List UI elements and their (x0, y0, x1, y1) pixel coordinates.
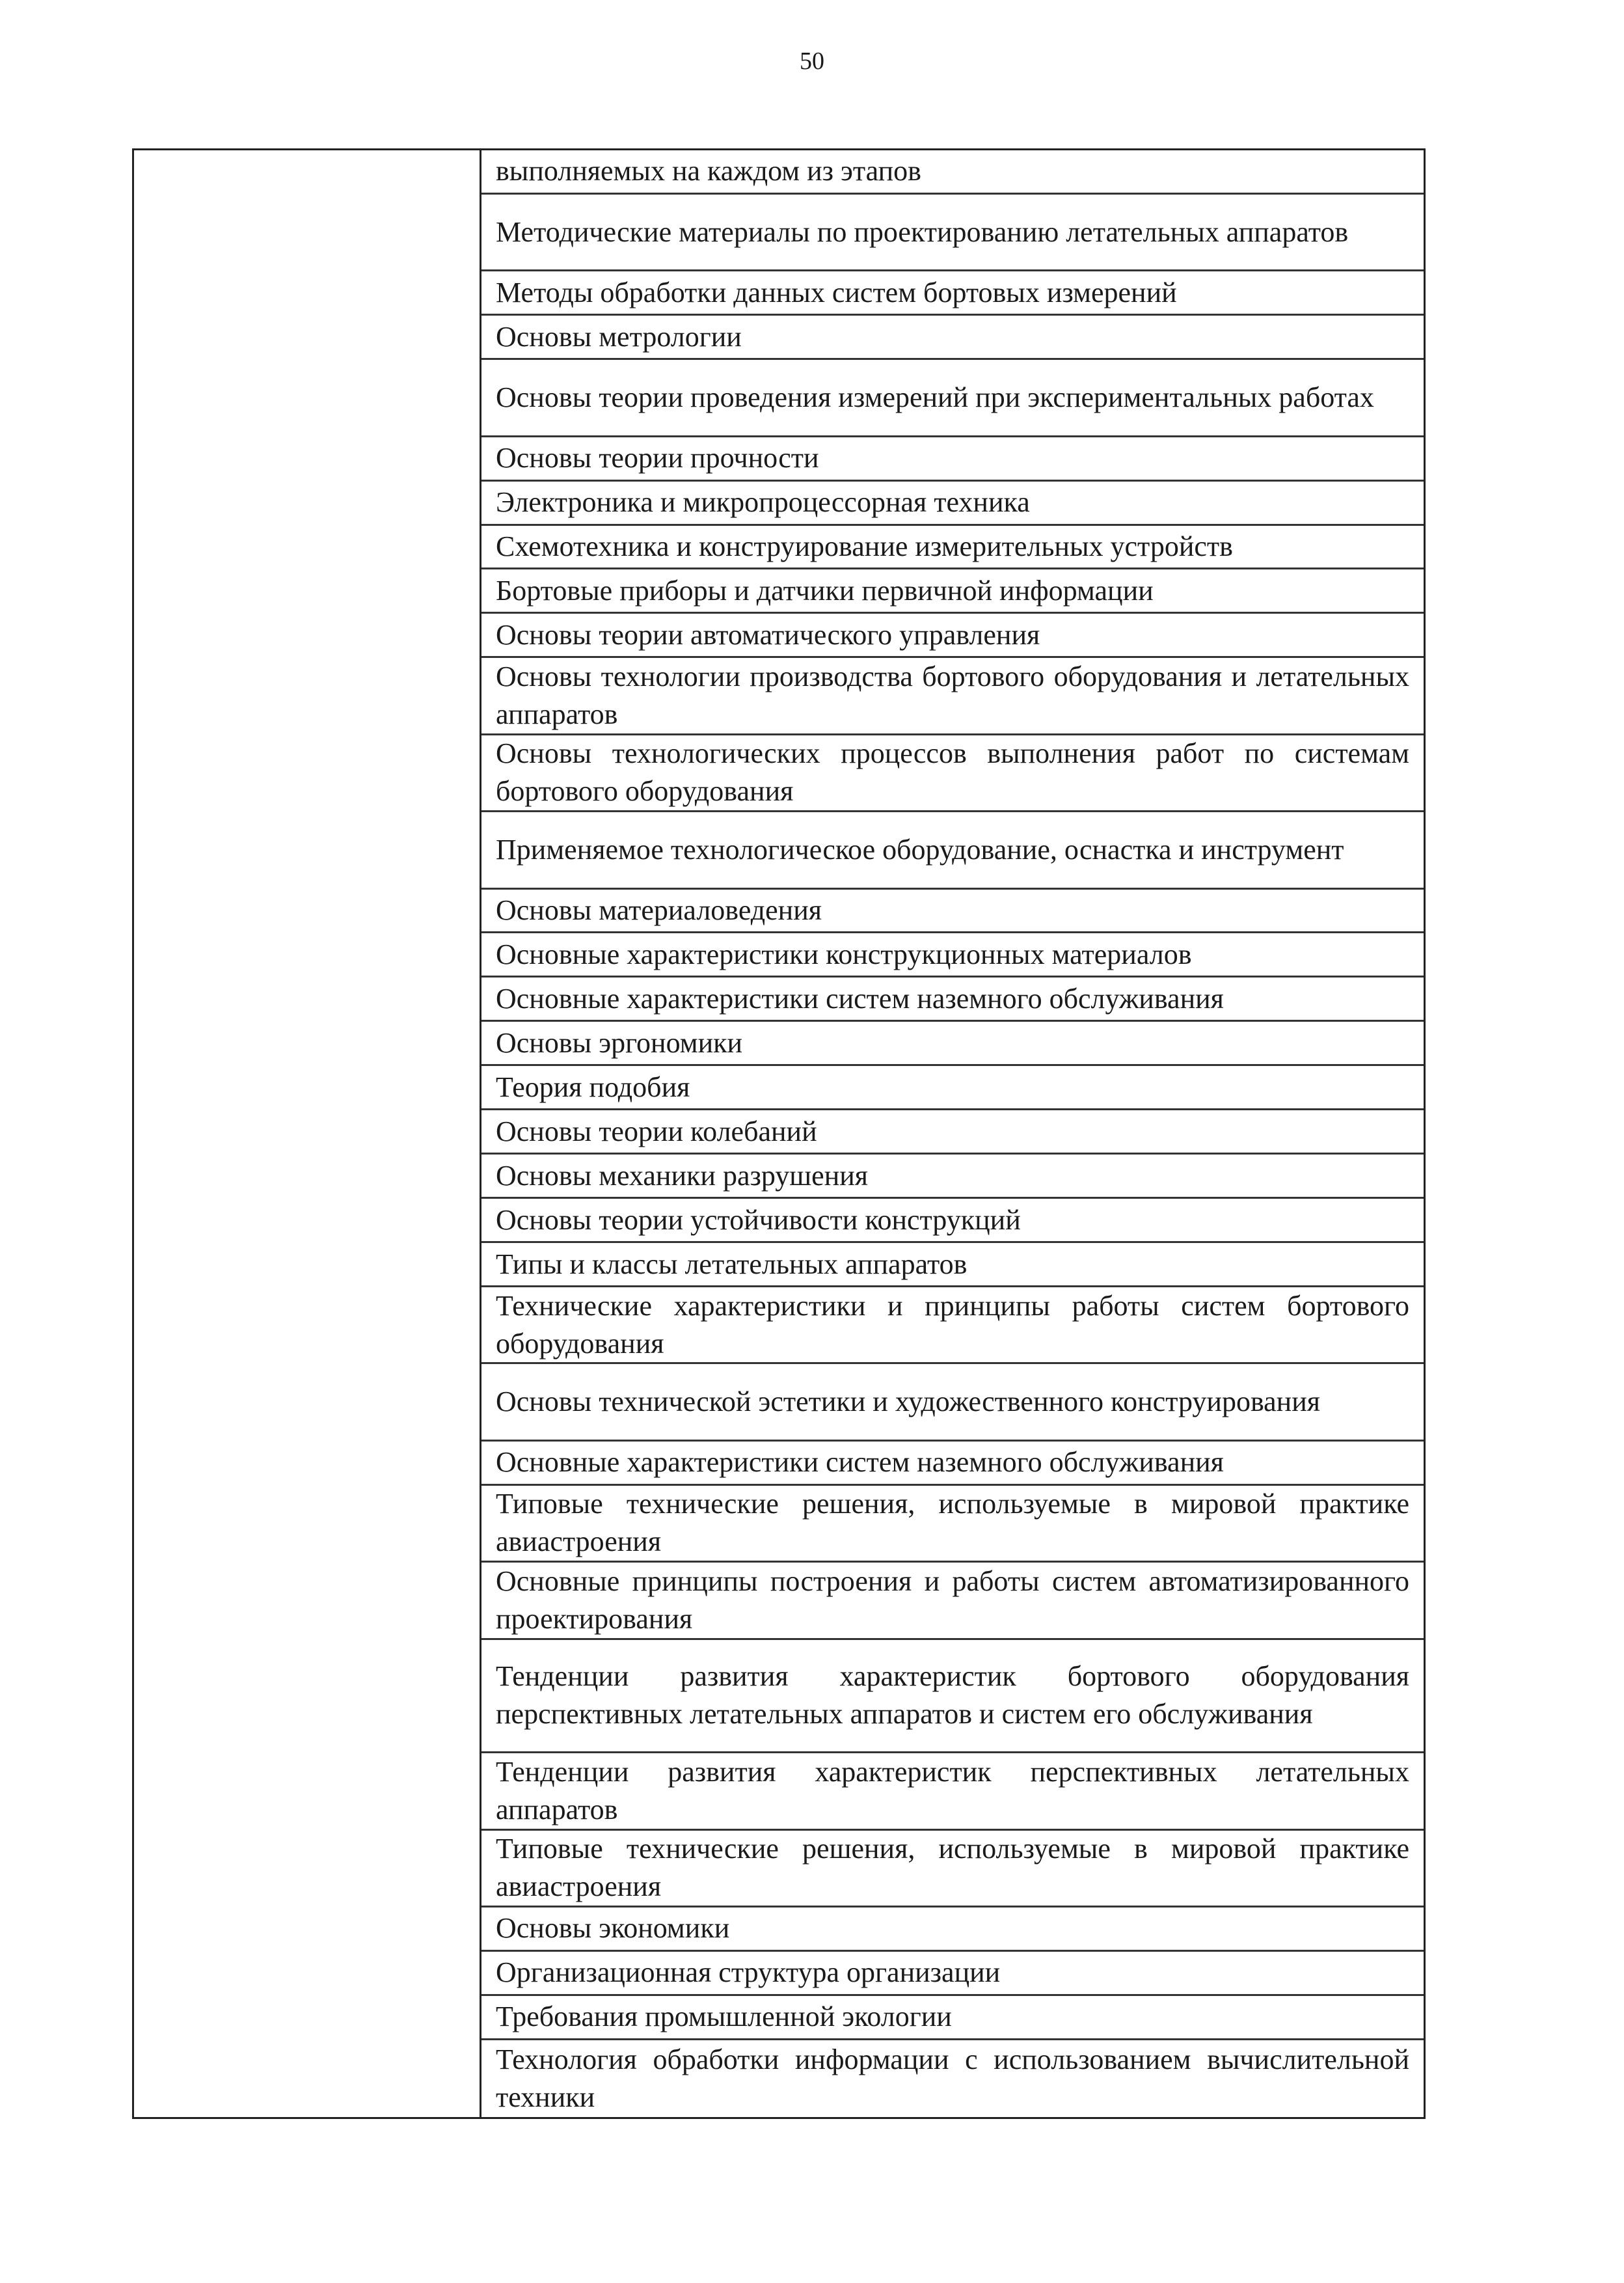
table-row: Основы экономики (481, 1907, 1424, 1952)
table-row: Основы технологии производства бортового оборудования и летательных аппаратов (481, 658, 1424, 735)
table-row: Основы технологических процессов выполнения работ по системам бортового оборудования (481, 735, 1424, 812)
table-row: Теория подобия (481, 1066, 1424, 1110)
page-number: 50 (800, 48, 824, 75)
table-left-column (134, 150, 481, 2117)
table-right-column (481, 150, 1424, 2117)
table-row: Основные характеристики конструкционных материалов (481, 933, 1424, 977)
table-row: Основы технической эстетики и художественного конструирования (481, 1364, 1424, 1441)
table-row: Бортовые приборы и датчики первичной информации (481, 569, 1424, 614)
table-row: Методы обработки данных систем бортовых измерений (481, 271, 1424, 316)
table-row: Организационная структура организации (481, 1952, 1424, 1996)
table-row: Технология обработки информации с использованием вычислительной техники (496, 2043, 1409, 2113)
table-row: Основы теории устойчивости конструкций (481, 1199, 1424, 1243)
table-row: Требования промышленной экологии (481, 1996, 1424, 2040)
table-row: Тенденции развития характеристик перспективных летательных аппаратов (481, 1753, 1424, 1830)
table-row: Основы механики разрушения (481, 1155, 1424, 1199)
table-row: выполняемых на каждом из этапов (481, 150, 1424, 195)
table-row: Типы и классы летательных аппаратов (481, 1243, 1424, 1287)
table-row: Основы теории прочности (481, 437, 1424, 482)
table-row: Типовые технические решения, используемые в мировой практике авиастроения (481, 1486, 1424, 1563)
table-row: Основные принципы построения и работы систем автоматизированного проектирования (481, 1563, 1424, 1639)
table-row: Применяемое технологическое оборудование, оснастка и инструмент (481, 812, 1424, 889)
table-row: Типовые технические решения, используемые в мировой практике авиастроения (481, 1831, 1424, 1907)
table-row: Электроника и микропроцессорная техника (481, 482, 1424, 526)
table-row: Основы теории проведения измерений при экспериментальных работах (481, 360, 1424, 437)
knowledge-table (132, 148, 1426, 2119)
table-row: Методические материалы по проектированию летательных аппаратов (481, 195, 1424, 271)
table-row: Основные характеристики систем наземного обслуживания (481, 1442, 1424, 1486)
table-row: Технические характеристики и принципы работы систем бортового оборудования (481, 1287, 1424, 1364)
table-row: Основы материаловедения (481, 890, 1424, 934)
table-row: Основы теории колебаний (481, 1110, 1424, 1155)
table-row: Основы теории автоматического управления (481, 614, 1424, 658)
table-row: Тенденции развития характеристик бортового оборудования перспективных летательных аппаратов и систем его обслуживания (481, 1640, 1424, 1754)
table-row: Схемотехника и конструирование измерительных устройств (481, 526, 1424, 570)
table-row: Основы эргономики (481, 1022, 1424, 1066)
table-row: Основные характеристики систем наземного обслуживания (481, 977, 1424, 1022)
table-row: Основы метрологии (481, 316, 1424, 360)
